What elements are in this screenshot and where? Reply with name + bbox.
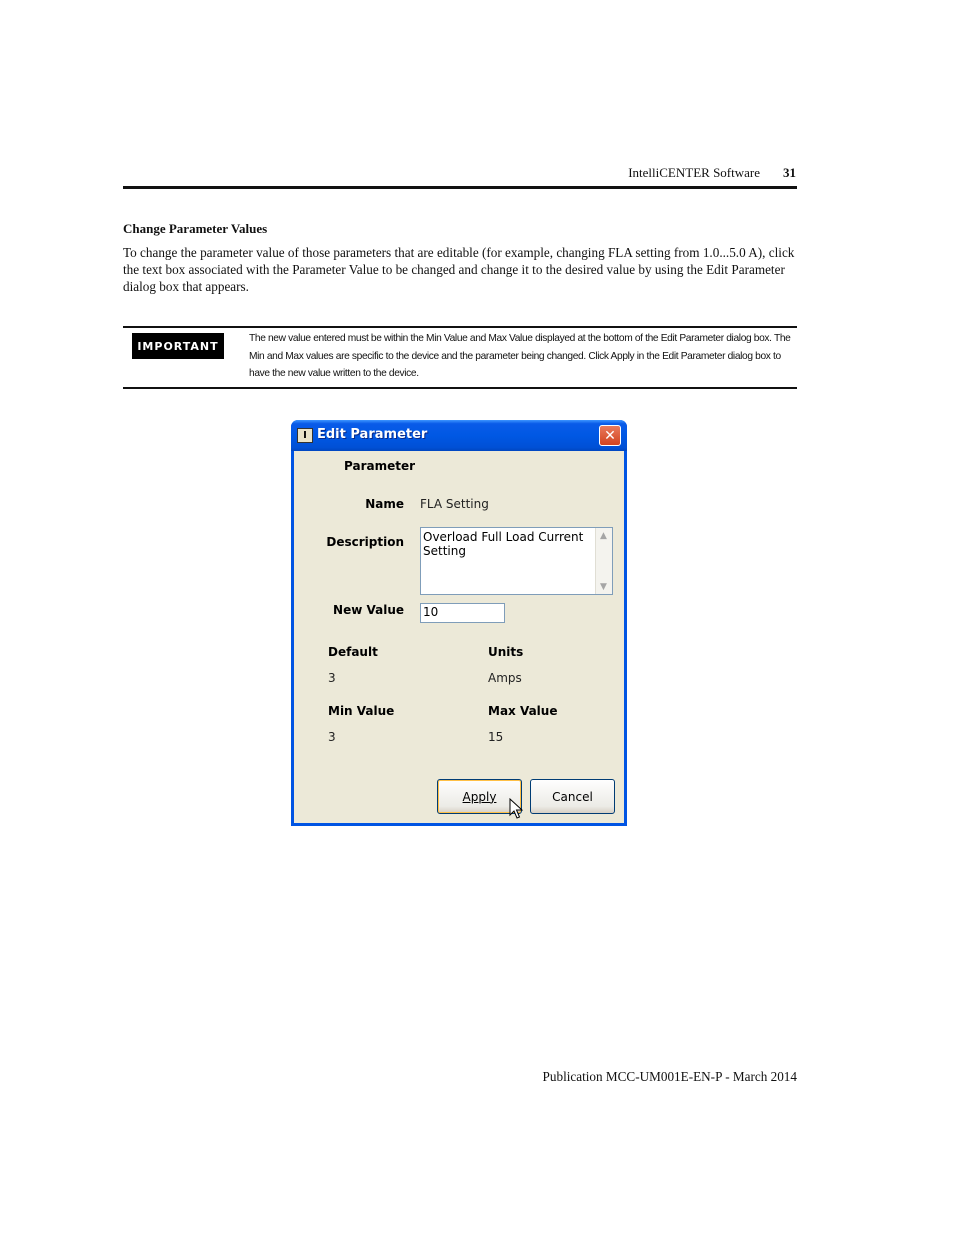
page-number: 31 bbox=[783, 165, 796, 180]
important-badge: IMPORTANT bbox=[132, 333, 224, 359]
description-textarea[interactable] bbox=[420, 527, 613, 595]
app-icon: I bbox=[297, 428, 313, 443]
dialog-titlebar[interactable] bbox=[291, 420, 627, 451]
scroll-down-icon[interactable]: ▼ bbox=[600, 581, 607, 592]
description-value: Overload Full Load Current Setting bbox=[423, 530, 584, 558]
units-label: Units bbox=[488, 645, 524, 659]
dialog-client-area bbox=[294, 451, 624, 823]
running-header-title: IntelliCENTER Software bbox=[628, 165, 760, 180]
default-value: 3 bbox=[328, 671, 336, 685]
scroll-up-icon[interactable]: ▲ bbox=[600, 530, 607, 541]
parameter-label: Parameter bbox=[344, 459, 416, 473]
dialog-title: Edit Parameter bbox=[317, 427, 428, 442]
section-title: Change Parameter Values bbox=[123, 221, 268, 236]
new-value-input[interactable]: 10 bbox=[420, 603, 505, 623]
min-value-label: Min Value bbox=[328, 704, 395, 718]
publication-footer: Publication MCC-UM001E-EN-P - March 2014 bbox=[542, 1069, 797, 1084]
apply-button[interactable]: Apply bbox=[437, 779, 522, 814]
min-value: 3 bbox=[328, 730, 336, 744]
default-label: Default bbox=[328, 645, 378, 659]
edit-parameter-dialog bbox=[291, 420, 627, 826]
description-label: Description bbox=[326, 535, 404, 549]
body-paragraph: To change the parameter value of those parameters that are editable (for example, changing FLA setting from 1.0...5.0 A), click the text box associated with the Parameter Value to be changed and change it to the desired value by using the Edit Parameter dialog box that appears. bbox=[123, 245, 795, 294]
important-text: The new value entered must be within the Min Value and Max Value displayed at the bottom of the Edit Parameter dialog box. The Min and Max values are specific to the device and the parameter being changed. Click Apply in the Edit Parameter dialog box to have the new value written to the device. bbox=[249, 333, 791, 379]
name-value: FLA Setting bbox=[420, 497, 489, 511]
description-scrollbar[interactable] bbox=[595, 528, 612, 594]
new-value-label: New Value bbox=[333, 603, 404, 617]
mouse-pointer-icon bbox=[509, 798, 523, 820]
max-value-label: Max Value bbox=[488, 704, 558, 718]
name-label: Name bbox=[365, 497, 404, 511]
important-bottom-rule bbox=[123, 387, 797, 389]
max-value: 15 bbox=[488, 730, 504, 744]
cancel-button[interactable]: Cancel bbox=[530, 779, 615, 814]
important-top-rule bbox=[123, 326, 797, 328]
units-value: Amps bbox=[488, 671, 522, 685]
header-rule bbox=[123, 186, 797, 189]
close-icon[interactable]: ✕ bbox=[599, 425, 621, 446]
